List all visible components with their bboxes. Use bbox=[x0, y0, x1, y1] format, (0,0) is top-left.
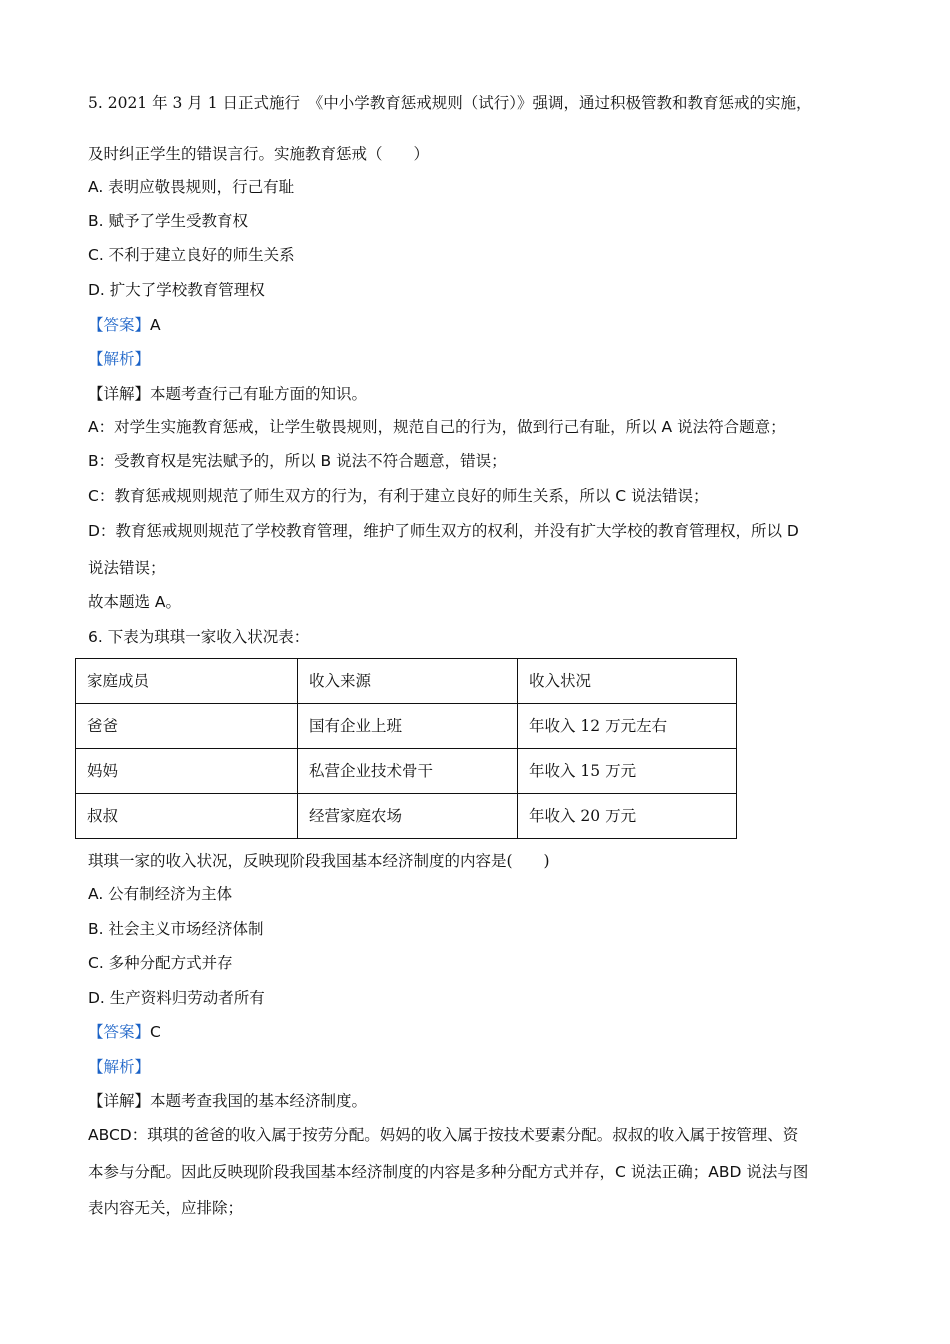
table-row bbox=[76, 704, 737, 749]
table-cell: 叔叔 bbox=[76, 794, 298, 839]
table-row bbox=[76, 794, 737, 839]
table-cell: 经营家庭农场 bbox=[298, 794, 518, 839]
q5-stem-line1: 5. 2021 年 3 月 1 日正式施行 《中小学教育惩戒规则（试行）》强调，通过积极管教和教育惩戒的实施， bbox=[88, 94, 812, 112]
q6-option-d: D. 生产资料归劳动者所有 bbox=[88, 989, 265, 1007]
table-cell: 年收入 12 万元左右 bbox=[518, 704, 737, 749]
q6-detail-tag: 【详解】 bbox=[88, 1092, 151, 1110]
q5-explanation-a: A：对学生实施教育惩戒，让学生敬畏规则，规范自己的行为，做到行己有耻，所以 A 说法符合题意； bbox=[88, 418, 786, 436]
q6-explanation-1: ABCD：琪琪的爸爸的收入属于按劳分配。妈妈的收入属于按技术要素分配。叔叔的收入属于按管理、资 bbox=[88, 1126, 799, 1144]
table-row bbox=[76, 749, 737, 794]
q6-option-c: C. 多种分配方式并存 bbox=[88, 954, 233, 972]
table-header-row bbox=[76, 659, 737, 704]
q6-analysis-tag: 【解析】 bbox=[88, 1058, 151, 1076]
q5-option-a: A. 表明应敬畏规则，行己有耻 bbox=[88, 178, 295, 196]
q6-explanation-3: 表内容无关，应排除； bbox=[88, 1199, 244, 1217]
table-cell: 私营企业技术骨干 bbox=[298, 749, 518, 794]
q6-detail-line bbox=[88, 1090, 367, 1112]
q5-answer-tag: 【答案】 bbox=[88, 316, 151, 334]
q6-question: 琪琪一家的收入状况，反映现阶段我国基本经济制度的内容是( ) bbox=[88, 852, 550, 870]
table-cell: 年收入 20 万元 bbox=[518, 794, 737, 839]
q5-answer: A bbox=[150, 316, 161, 334]
table-cell: 妈妈 bbox=[76, 749, 298, 794]
q5-stem-line2: 及时纠正学生的错误言行。实施教育惩戒（ ） bbox=[88, 145, 430, 163]
table-cell: 国有企业上班 bbox=[298, 704, 518, 749]
q5-explanation-d: D：教育惩戒规则规范了学校教育管理，维护了师生双方的权利，并没有扩大学校的教育管理权，所以 D bbox=[88, 522, 799, 540]
table-cell: 爸爸 bbox=[76, 704, 298, 749]
q5-option-c: C. 不利于建立良好的师生关系 bbox=[88, 246, 295, 264]
table-header-cell: 收入状况 bbox=[518, 659, 737, 704]
q6-answer-tag: 【答案】 bbox=[88, 1023, 151, 1041]
table-header-cell: 家庭成员 bbox=[76, 659, 298, 704]
q5-detail-line bbox=[88, 383, 367, 405]
q6-answer-line bbox=[88, 1021, 161, 1043]
q6-option-a: A. 公有制经济为主体 bbox=[88, 885, 233, 903]
q5-answer-line bbox=[88, 314, 161, 336]
q5-analysis-tag: 【解析】 bbox=[88, 350, 151, 368]
table-header-cell: 收入来源 bbox=[298, 659, 518, 704]
q5-explanation-b: B：受教育权是宪法赋予的，所以 B 说法不符合题意，错误； bbox=[88, 452, 507, 470]
q6-stem: 6. 下表为琪琪一家收入状况表： bbox=[88, 628, 310, 646]
q5-option-d: D. 扩大了学校教育管理权 bbox=[88, 281, 265, 299]
q5-conclusion: 故本题选 A。 bbox=[88, 593, 182, 611]
q5-detail-tag: 【详解】 bbox=[88, 385, 151, 403]
q5-detail-intro: 本题考查行己有耻方面的知识。 bbox=[150, 385, 368, 403]
q5-option-b: B. 赋予了学生受教育权 bbox=[88, 212, 248, 230]
income-table bbox=[75, 658, 737, 839]
q5-explanation-d-cont: 说法错误； bbox=[88, 559, 166, 577]
q5-explanation-c: C：教育惩戒规则规范了师生双方的行为，有利于建立良好的师生关系，所以 C 说法错误； bbox=[88, 487, 709, 505]
q6-explanation-2: 本参与分配。因此反映现阶段我国基本经济制度的内容是多种分配方式并存，C 说法正确；ABD 说法与图 bbox=[88, 1163, 809, 1181]
q6-answer: C bbox=[150, 1023, 161, 1041]
q6-option-b: B. 社会主义市场经济体制 bbox=[88, 920, 264, 938]
q6-detail-intro: 本题考查我国的基本经济制度。 bbox=[150, 1092, 368, 1110]
table-cell: 年收入 15 万元 bbox=[518, 749, 737, 794]
